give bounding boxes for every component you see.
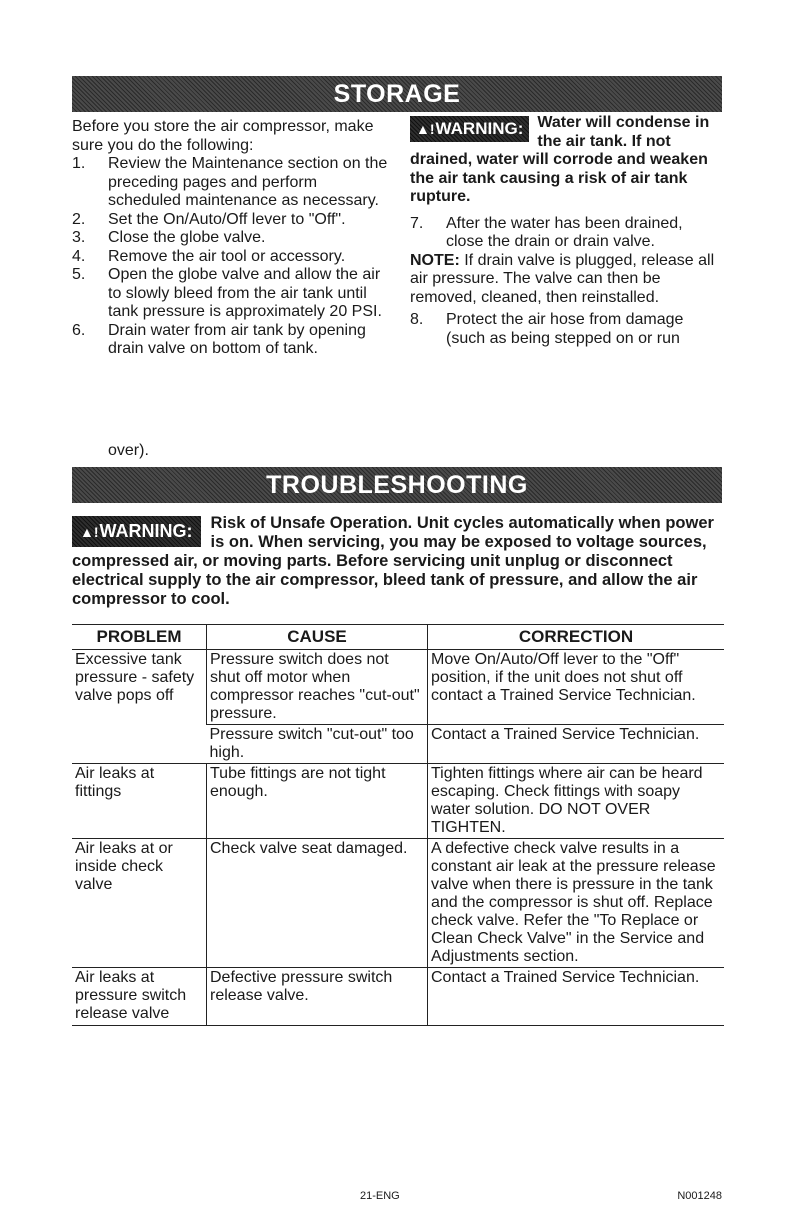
cause-cell: Defective pressure switch release valve.: [207, 968, 428, 1026]
storage-step: 2. Set the On/Auto/Off lever to "Off".: [72, 210, 346, 228]
warning-triangle-icon: ▲!: [80, 524, 99, 540]
note-label: NOTE:: [410, 251, 460, 269]
correction-cell: Tighten fittings where air can be heard escaping. Check fittings with soapy water solution. DO NOT OVER TIGHTEN.: [428, 764, 725, 839]
storage-banner: [72, 76, 722, 112]
table-row: [72, 839, 724, 968]
storage-step: 6. Drain water from air tank by opening drain valve on bottom of tank.: [72, 321, 366, 357]
troubleshooting-title: TROUBLESHOOTING: [266, 470, 528, 499]
problem-cell: Excessive tank pressure - safety valve pops off: [72, 650, 207, 764]
storage-warning: [410, 114, 722, 207]
cause-cell: Tube fittings are not tight enough.: [207, 764, 428, 839]
warning-triangle-icon: ▲!: [416, 121, 435, 137]
storage-steps-right: [410, 215, 722, 252]
troubleshooting-table: [72, 624, 724, 1026]
storage-steps: [72, 155, 390, 359]
document-code: N001248: [677, 1190, 722, 1202]
table-header-row: [72, 625, 724, 650]
warning-badge: ▲!WARNING:: [72, 516, 201, 547]
storage-intro: Before you store the air compressor, make sure you do the following:: [72, 118, 374, 154]
storage-step-8: [410, 311, 722, 348]
problem-cell: Air leaks at or inside check valve: [72, 839, 207, 968]
cause-cell: Pressure switch does not shut off motor when compressor reaches "cut-out" pressure.: [207, 650, 428, 725]
storage-step: 1. Review the Maintenance section on the preceding pages and perform scheduled maintenance as necessary.: [72, 155, 388, 209]
storage-note: [410, 252, 722, 308]
correction-cell: Move On/Auto/Off lever to the "Off" position, if the unit does not shut off contact a Trained Service Technician.: [428, 650, 725, 725]
troubleshooting-warning-text: Risk of Unsafe Operation. Unit cycles automatically when power is on. When servicing, you may be exposed to voltage sources, compressed air, or moving parts. Before servicing unit unplug or disconnect electrical supply to the air compressor, bleed tank of pressure, and allow the air compressor to cool.: [72, 514, 714, 608]
header-problem: PROBLEM: [72, 625, 207, 650]
note-text: If drain valve is plugged, release all air pressure. The valve can then be removed, cleaned, then reinstalled.: [410, 251, 715, 306]
correction-cell: Contact a Trained Service Technician.: [428, 725, 725, 764]
table-row: [72, 764, 724, 839]
header-cause: CAUSE: [207, 625, 428, 650]
storage-step: 3. Close the globe valve.: [72, 229, 266, 246]
storage-step: 7. After the water has been drained, close the drain or drain valve.: [410, 214, 683, 250]
warning-badge: ▲!WARNING:: [410, 116, 529, 142]
problem-cell: Air leaks at fittings: [72, 764, 207, 839]
storage-step: 5. Open the globe valve and allow the air to slowly bleed from the air tank until tank pressure is approximately 20 PSI.: [72, 266, 382, 320]
header-correction: CORRECTION: [428, 625, 725, 650]
storage-continued-text: over).: [108, 442, 149, 459]
storage-step: 4. Remove the air tool or accessory.: [72, 247, 346, 265]
storage-right-column: [410, 114, 722, 348]
correction-cell: Contact a Trained Service Technician.: [428, 968, 725, 1026]
storage-step: 8. Protect the air hose from damage (such as being stepped on or run: [410, 311, 684, 347]
table-row: [72, 968, 724, 1026]
cause-cell: Pressure switch "cut-out" too high.: [207, 725, 428, 764]
troubleshooting-banner: [72, 467, 722, 503]
table-row: [72, 650, 724, 725]
correction-cell: A defective check valve results in a constant air leak at the pressure release valve when there is pressure in the tank and the compressor is shut off. Replace check valve. Refer the "To Replace or Clean Check Valve" in the Service and Adjustments section.: [428, 839, 725, 968]
storage-title: STORAGE: [333, 79, 461, 108]
storage-left-column: [72, 118, 390, 359]
storage-warning-text: Water will condense in the air tank. If not drained, water will corrode and weaken the air tank causing a risk of air tank rupture.: [410, 114, 710, 205]
cause-cell: Check valve seat damaged.: [207, 839, 428, 968]
page-number: 21-ENG: [360, 1190, 400, 1202]
troubleshooting-warning: [72, 514, 724, 609]
problem-cell: Air leaks at pressure switch release valve: [72, 968, 207, 1026]
